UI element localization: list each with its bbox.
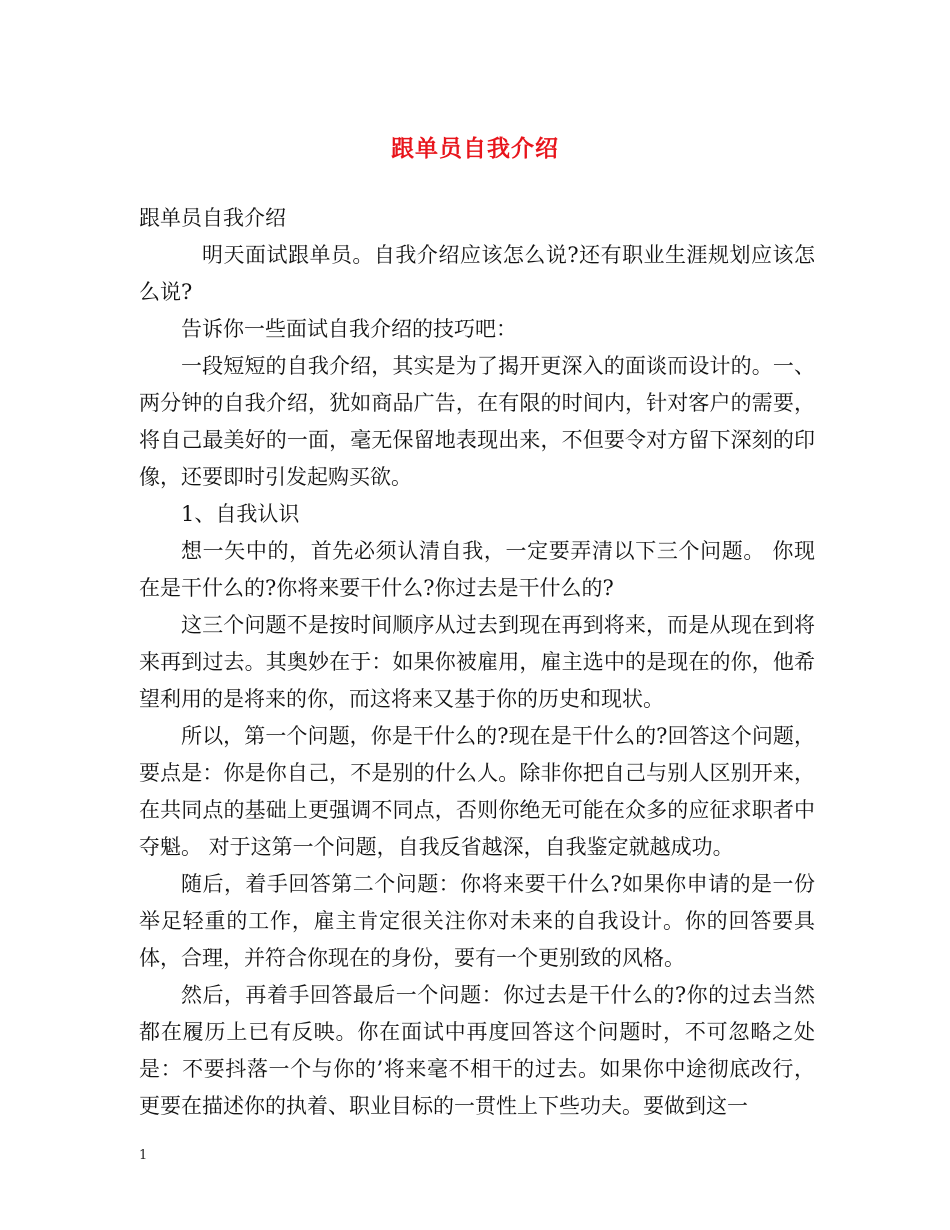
page-number: 1 bbox=[139, 1148, 148, 1163]
paragraph-9: 随后，着手回答第二个问题：你将来要干什么?如果你申请的是一份举足轻重的工作，雇主肯定很关注你对未来的自我设计。你的回答要具体，合理，并符合你现在的身份，要有一个更别致的风格。 bbox=[139, 872, 815, 970]
document-body bbox=[139, 200, 815, 1125]
paragraph-1: 跟单员自我介绍 bbox=[139, 206, 286, 230]
paragraph-8: 所以，第一个问题，你是干什么的?现在是干什么的?回答这个问题，要点是：你是你自己，不是别的什么人。除非你把自己与别人区别开来，在共同点的基础上更强调不同点，否则你绝无可能在众多的应征求职者中夺魁。 对于这第一个问题，自我反省越深，自我鉴定就越成功。 bbox=[139, 724, 815, 859]
paragraph-10: 然后，再着手回答最后一个问题：你过去是干什么的?你的过去当然都在履历上已有反映。你在面试中再度回答这个问题时，不可忽略之处是：不要抖落一个与你的’将来毫不相干的过去。如果你中途彻底改行，更要在描述你的执着、职业目标的一贯性上下些功夫。要做到这一 bbox=[139, 983, 815, 1118]
paragraph-5: 1、自我认识 bbox=[181, 502, 300, 526]
document-title: 跟单员自我介绍 bbox=[391, 135, 559, 162]
paragraph-6: 想一矢中的，首先必须认清自我，一定要弄清以下三个问题。 你现在是干什么的?你将来要干什么?你过去是干什么的? bbox=[139, 539, 815, 600]
paragraph-2: 明天面试跟单员。自我介绍应该怎么说?还有职业生涯规划应该怎么说? bbox=[139, 243, 815, 304]
paragraph-7: 这三个问题不是按时间顺序从过去到现在再到将来，而是从现在到将来再到过去。其奥妙在于：如果你被雇用，雇主选中的是现在的你，他希望利用的是将来的你，而这将来又基于你的历史和现状。 bbox=[139, 613, 815, 711]
paragraph-4: 一段短短的自我介绍，其实是为了揭开更深入的面谈而设计的。一、两分钟的自我介绍，犹如商品广告，在有限的时间内，针对客户的需要，将自己最美好的一面，毫无保留地表现出来，不但要令对方留下深刻的印像，还要即时引发起购买欲。 bbox=[139, 354, 815, 489]
paragraph-3: 告诉你一些面试自我介绍的技巧吧： bbox=[181, 317, 517, 341]
